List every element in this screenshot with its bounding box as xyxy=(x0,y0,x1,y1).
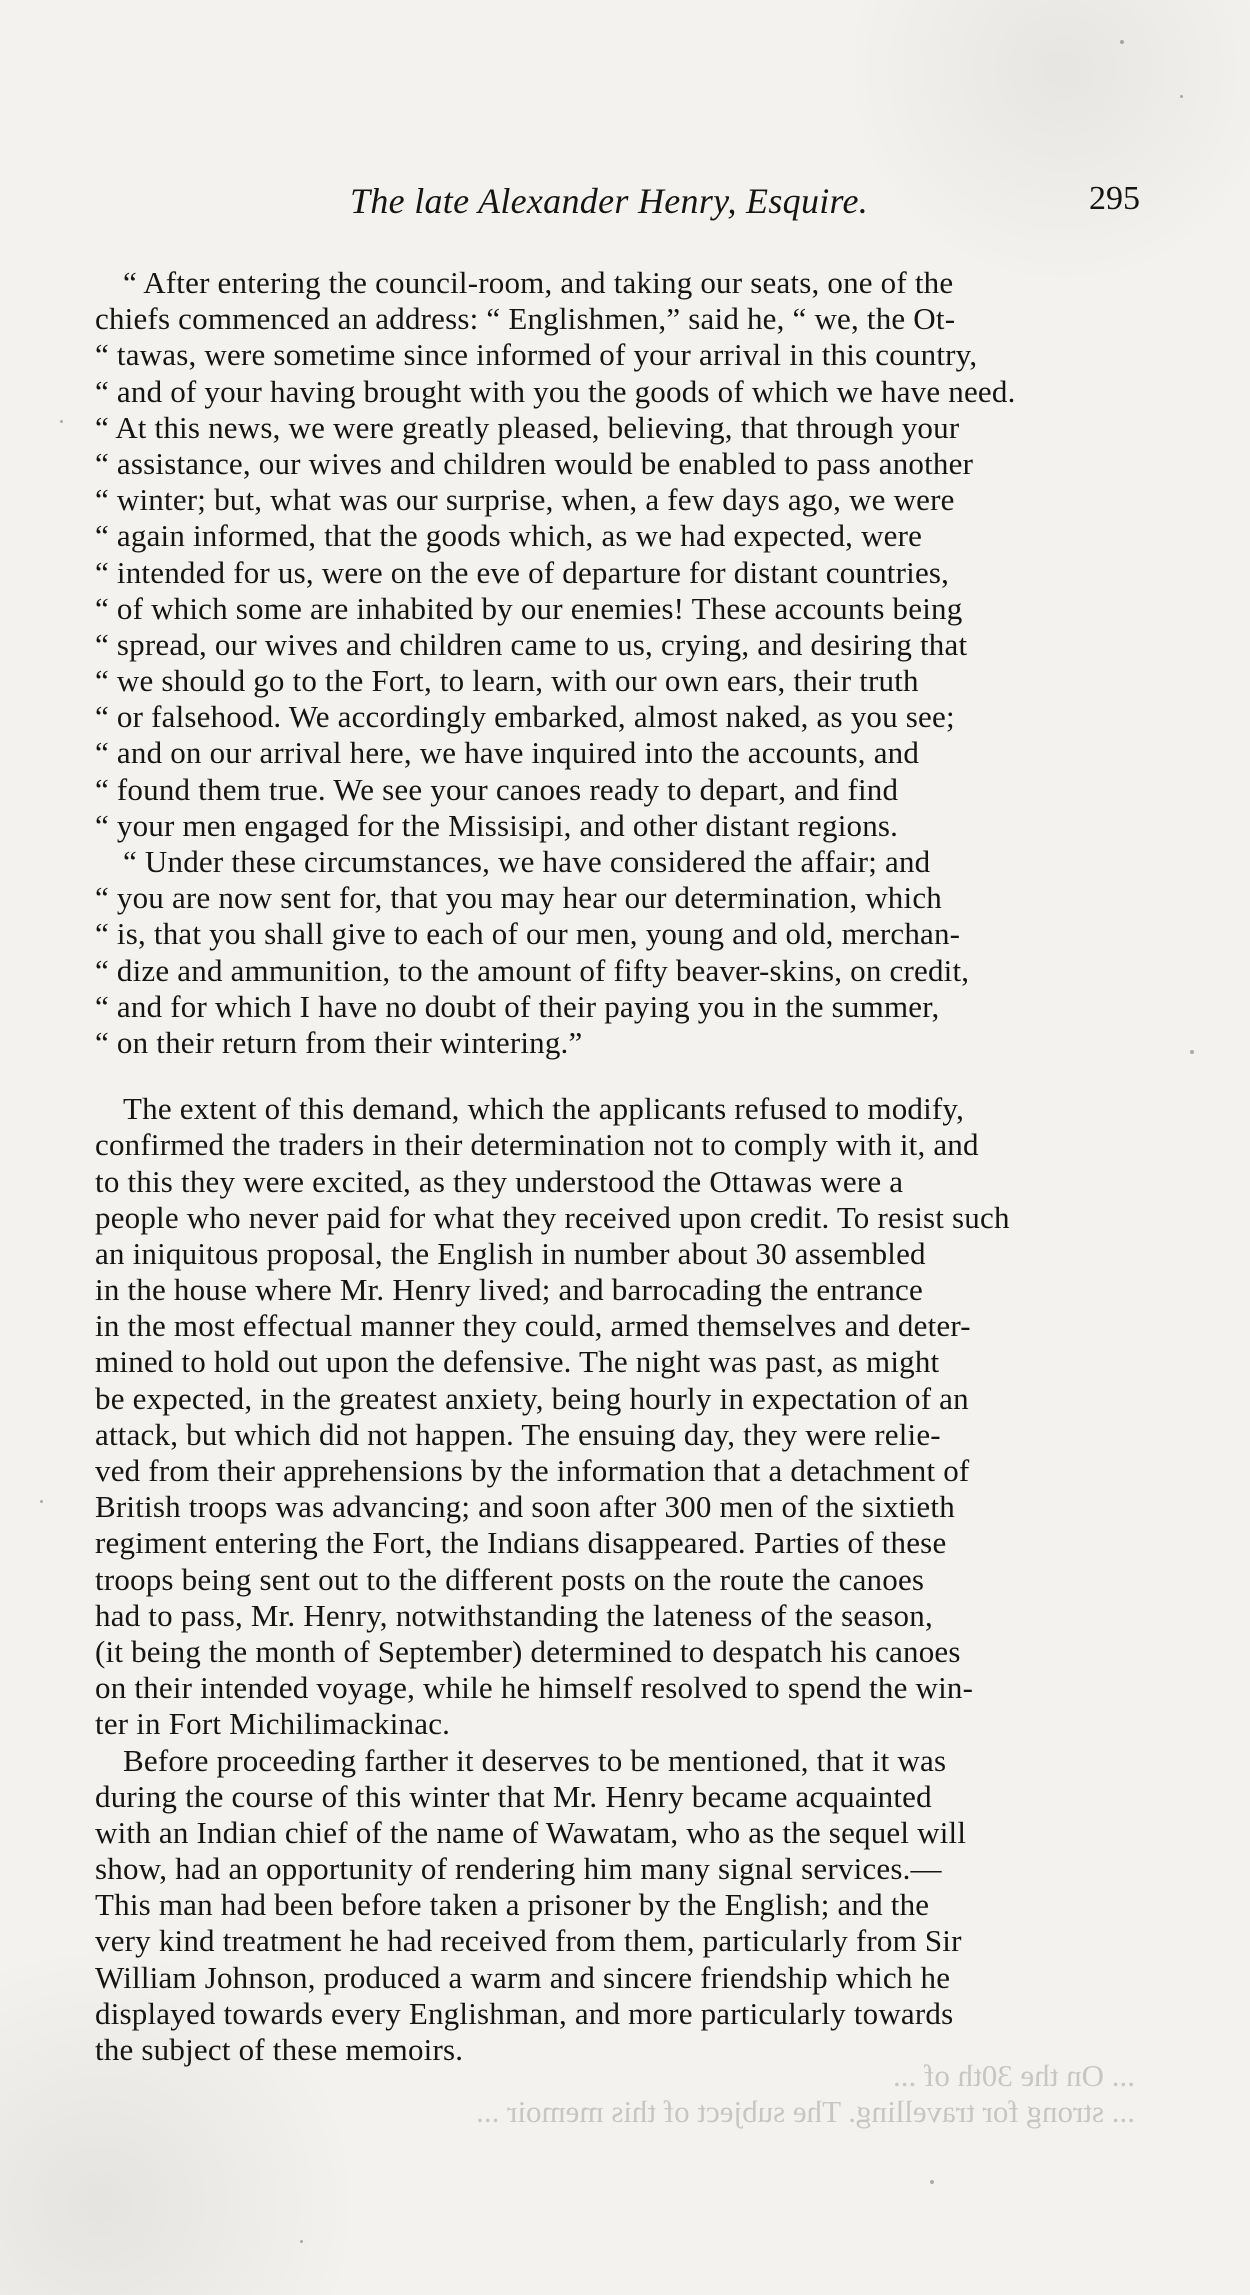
text-line: “ we should go to the Fort, to learn, with our own ears, their truth xyxy=(95,663,919,699)
text-line: had to pass, Mr. Henry, notwithstanding the lateness of the season, xyxy=(95,1597,933,1633)
paper-speck xyxy=(930,2180,934,2184)
paper-speck xyxy=(300,2240,303,2243)
text-line: mined to hold out upon the defensive. The night was past, as might xyxy=(95,1344,940,1380)
text-line: very kind treatment he had received from them, particularly from Sir xyxy=(95,1923,962,1959)
text-line: “ intended for us, were on the eve of departure for distant countries, xyxy=(95,554,950,590)
text-line: the subject of these memoirs. xyxy=(95,2032,464,2067)
text-line: “ again informed, that the goods which, as we had expected, were xyxy=(95,518,923,554)
text-line: people who never paid for what they received upon credit. To resist such xyxy=(95,1199,1010,1235)
text-line: on their intended voyage, while he himself resolved to spend the win- xyxy=(95,1670,974,1706)
text-line: “ At this news, we were greatly pleased, believing, that through your xyxy=(95,409,960,445)
paragraph-speech-1 xyxy=(95,265,1140,844)
text-line: to this they were excited, as they understood the Ottawas were a xyxy=(95,1163,904,1199)
text-line: “ on their return from their wintering.” xyxy=(95,1024,583,1060)
paragraph-gap xyxy=(95,1061,1140,1091)
paragraph-narrative-2 xyxy=(95,1743,1140,2069)
text-line: “ is, that you shall give to each of our men, young and old, merchan- xyxy=(95,916,961,952)
text-line: British troops was advancing; and soon after 300 men of the sixtieth xyxy=(95,1489,955,1525)
text-line: (it being the month of September) determined to despatch his canoes xyxy=(95,1633,961,1669)
text-line: ter in Fort Michilimackinac. xyxy=(95,1706,451,1742)
bleed-through-text xyxy=(90,2058,1135,2130)
text-line: “ or falsehood. We accordingly embarked, almost naked, as you see; xyxy=(95,699,955,735)
text-line: “ and for which I have no doubt of their paying you in the summer, xyxy=(95,988,940,1024)
text-line: attack, but which did not happen. The ensuing day, they were relie- xyxy=(95,1416,941,1452)
text-line: troops being sent out to the different posts on the route the canoes xyxy=(95,1561,925,1597)
text-line: “ you are now sent for, that you may hear our determination, which xyxy=(95,880,942,916)
text-line: “ your men engaged for the Missisipi, and other distant regions. xyxy=(95,807,899,843)
text-line: “ and on our arrival here, we have inquired into the accounts, and xyxy=(95,735,920,771)
text-line: “ tawas, were sometime since informed of your arrival in this country, xyxy=(95,337,978,373)
text-line: “ After entering the council-room, and taking our seats, one of the xyxy=(123,265,954,300)
text-line: This man had been before taken a prisoner by the English; and the xyxy=(95,1887,930,1923)
page-header xyxy=(95,180,1140,230)
text-line: “ dize and ammunition, to the amount of fifty beaver-skins, on credit, xyxy=(95,952,970,988)
text-line: an iniquitous proposal, the English in number about 30 assembled xyxy=(95,1235,926,1271)
bleed-through-line: ... On the 30th of ... xyxy=(893,2058,1135,2093)
text-line: chiefs commenced an address: “ Englishmen,” said he, “ we, the Ot- xyxy=(95,301,956,337)
text-line: “ found them true. We see your canoes ready to depart, and find xyxy=(95,771,899,807)
text-line: “ assistance, our wives and children would be enabled to pass another xyxy=(95,445,974,481)
text-line: confirmed the traders in their determination not to comply with it, and xyxy=(95,1127,979,1163)
text-line: “ of which some are inhabited by our enemies! These accounts being xyxy=(95,590,963,626)
text-line: in the most effectual manner they could, armed themselves and deter- xyxy=(95,1308,971,1344)
paper-speck xyxy=(1180,95,1183,98)
text-line: Before proceeding farther it deserves to be mentioned, that it was xyxy=(123,1742,947,1778)
text-line: William Johnson, produced a warm and sincere friendship which he xyxy=(95,1959,951,1995)
text-line: “ and of your having brought with you the goods of which we have need. xyxy=(95,373,1016,409)
page-number: 295 xyxy=(1089,180,1140,217)
paper-speck xyxy=(40,1500,43,1503)
text-line: during the course of this winter that Mr. Henry became acquainted xyxy=(95,1778,932,1814)
paper-speck xyxy=(1120,40,1124,44)
text-line: be expected, in the greatest anxiety, being hourly in expectation of an xyxy=(95,1380,969,1416)
text-line: show, had an opportunity of rendering him many signal services.— xyxy=(95,1851,942,1887)
paragraph-narrative-1 xyxy=(95,1091,1140,1742)
running-title: The late Alexander Henry, Esquire. xyxy=(350,181,869,221)
text-line: “ winter; but, what was our surprise, when, a few days ago, we were xyxy=(95,482,955,518)
text-line: “ Under these circumstances, we have considered the affair; and xyxy=(123,844,931,879)
text-line: The extent of this demand, which the applicants refused to modify, xyxy=(123,1091,965,1127)
text-line: with an Indian chief of the name of Wawatam, who as the sequel will xyxy=(95,1814,967,1850)
text-line: in the house where Mr. Henry lived; and barrocading the entrance xyxy=(95,1272,923,1308)
paper-speck xyxy=(60,420,63,423)
paragraph-speech-2 xyxy=(95,844,1140,1061)
text-line: regiment entering the Fort, the Indians disappeared. Parties of these xyxy=(95,1525,947,1561)
body-text xyxy=(95,265,1140,2068)
text-line: ved from their apprehensions by the information that a detachment of xyxy=(95,1453,970,1488)
text-line: displayed towards every Englishman, and more particularly towards xyxy=(95,1995,954,2031)
paper-speck xyxy=(1190,1050,1194,1054)
text-line: “ spread, our wives and children came to us, crying, and desiring that xyxy=(95,626,968,662)
bleed-through-line: ... strong for travelling. The subject of this memoir ... xyxy=(476,2094,1135,2129)
